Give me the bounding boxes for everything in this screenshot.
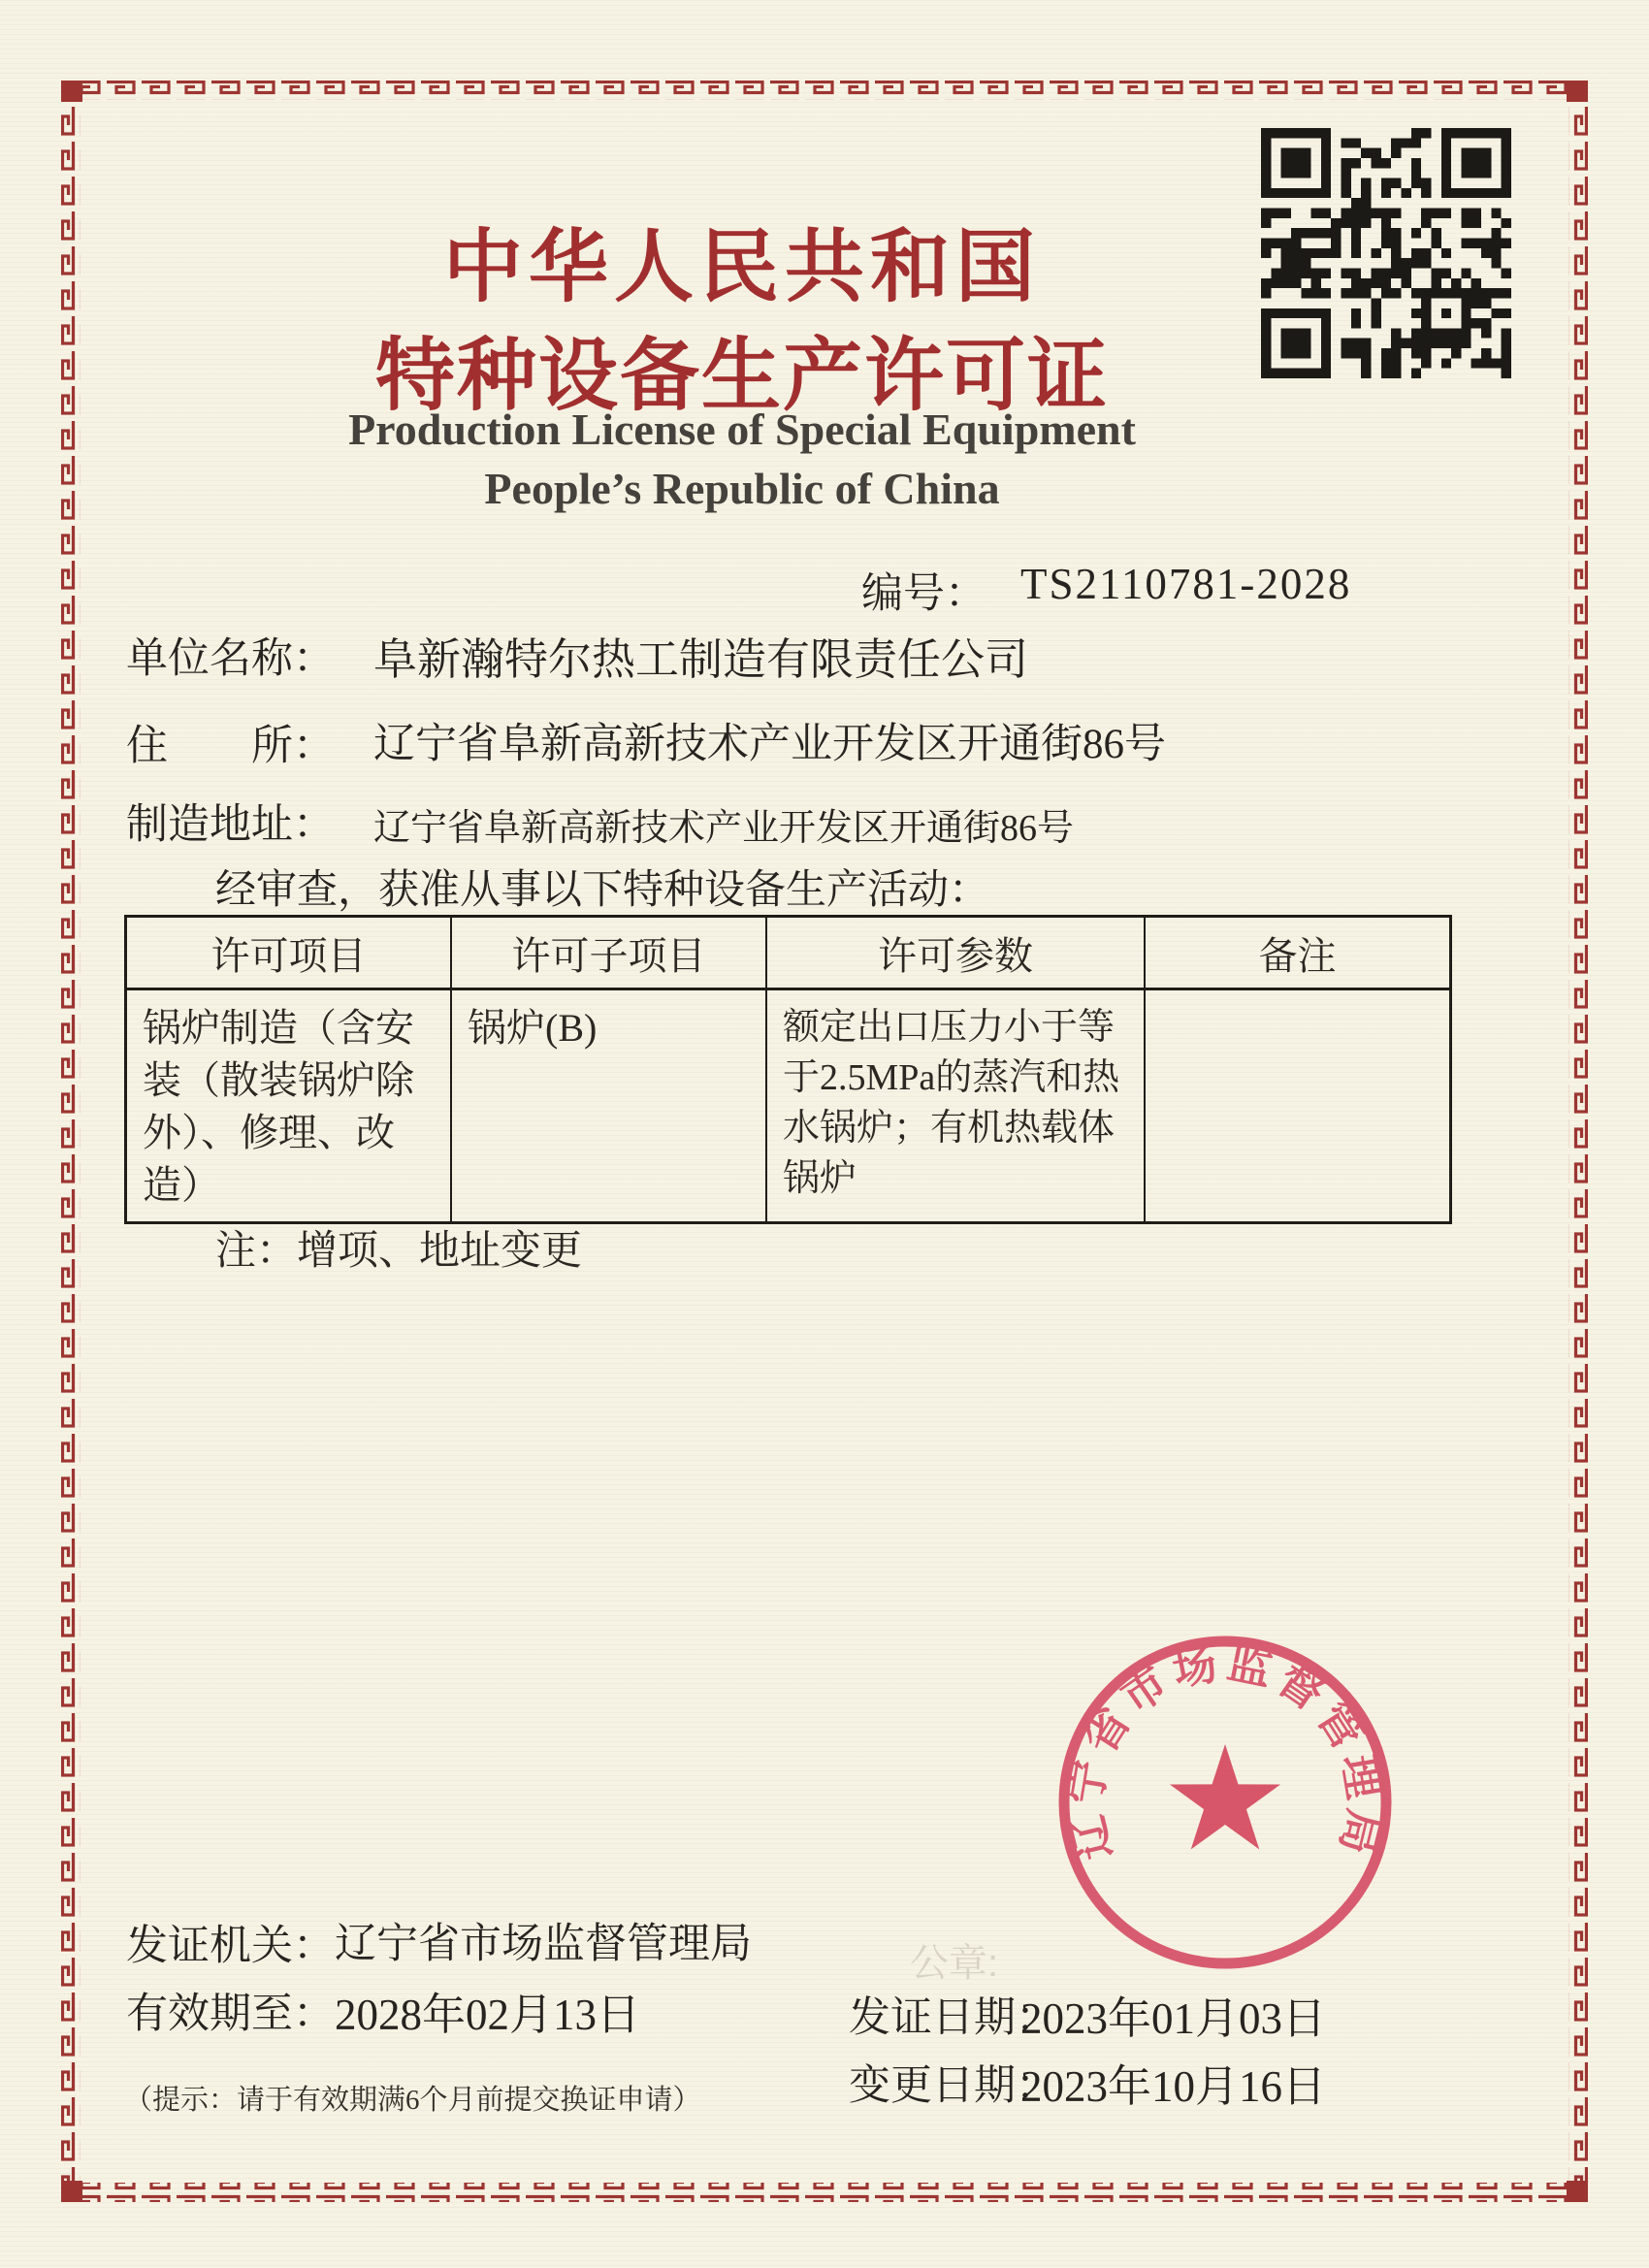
note-line: 注：增项、地址变更 bbox=[215, 1229, 583, 1274]
table-header-sub-item: 许可子项目 bbox=[452, 918, 767, 990]
mfg-address-label: 制造地址： bbox=[126, 801, 335, 848]
table-header-permit-item: 许可项目 bbox=[127, 918, 452, 990]
seal-star-icon bbox=[1170, 1744, 1280, 1850]
table-header-remarks: 备注 bbox=[1146, 918, 1449, 990]
issuer-label: 发证机关： bbox=[126, 1923, 335, 1969]
change-date-label: 变更日期： bbox=[849, 2062, 1057, 2109]
title-en-line2: People’s Republic of China bbox=[484, 464, 1000, 513]
table-cell-parameters: 额定出口压力小于等于2.5MPa的蒸汽和热水锅炉；有机热载体锅炉 bbox=[767, 990, 1146, 1221]
title-cn-line1: 中华人民共和国 bbox=[442, 223, 1041, 311]
change-date-value: 2023年10月16日 bbox=[1020, 2062, 1327, 2111]
serial-label: 编号： bbox=[861, 570, 986, 617]
table-header-parameters: 许可参数 bbox=[767, 918, 1146, 990]
issuer-value: 辽宁省市场监督管理局 bbox=[335, 1922, 752, 1967]
renewal-hint: （提示：请于有效期满6个月前提交换证申请） bbox=[124, 2085, 701, 2116]
official-seal bbox=[1052, 1630, 1398, 1975]
title-cn-line2: 特种设备生产许可证 bbox=[374, 332, 1109, 420]
valid-until-value: 2028年02月13日 bbox=[335, 1991, 641, 2039]
address-value: 辽宁省阜新高新技术产业开发区开通街86号 bbox=[373, 722, 1166, 767]
serial-value: TS2110781-2028 bbox=[1020, 560, 1352, 608]
issue-date-value: 2023年01月03日 bbox=[1020, 1994, 1327, 2043]
issue-date-label: 发证日期： bbox=[849, 1994, 1057, 2041]
license-table bbox=[124, 915, 1452, 1224]
table-cell-remarks bbox=[1146, 990, 1449, 1221]
company-label: 单位名称： bbox=[126, 635, 335, 682]
seal-caption: 公章: bbox=[910, 1942, 999, 1985]
address-label: 住 所： bbox=[126, 723, 335, 769]
approval-intro: 经审查，获准从事以下特种设备生产活动： bbox=[215, 866, 990, 912]
valid-until-label: 有效期至： bbox=[126, 1991, 335, 2037]
title-en-line1: Production License of Special Equipment bbox=[348, 405, 1136, 454]
company-value: 阜新瀚特尔热工制造有限责任公司 bbox=[373, 635, 1029, 684]
mfg-address-value: 辽宁省阜新高新技术产业开发区开通街86号 bbox=[373, 808, 1075, 849]
table-cell-permit-item: 锅炉制造（含安装（散装锅炉除外）、修理、改造） bbox=[127, 990, 452, 1221]
table-cell-sub-item: 锅炉(B) bbox=[452, 990, 767, 1221]
seal-text: 辽宁省市场监督管理局 bbox=[1060, 1637, 1390, 1865]
